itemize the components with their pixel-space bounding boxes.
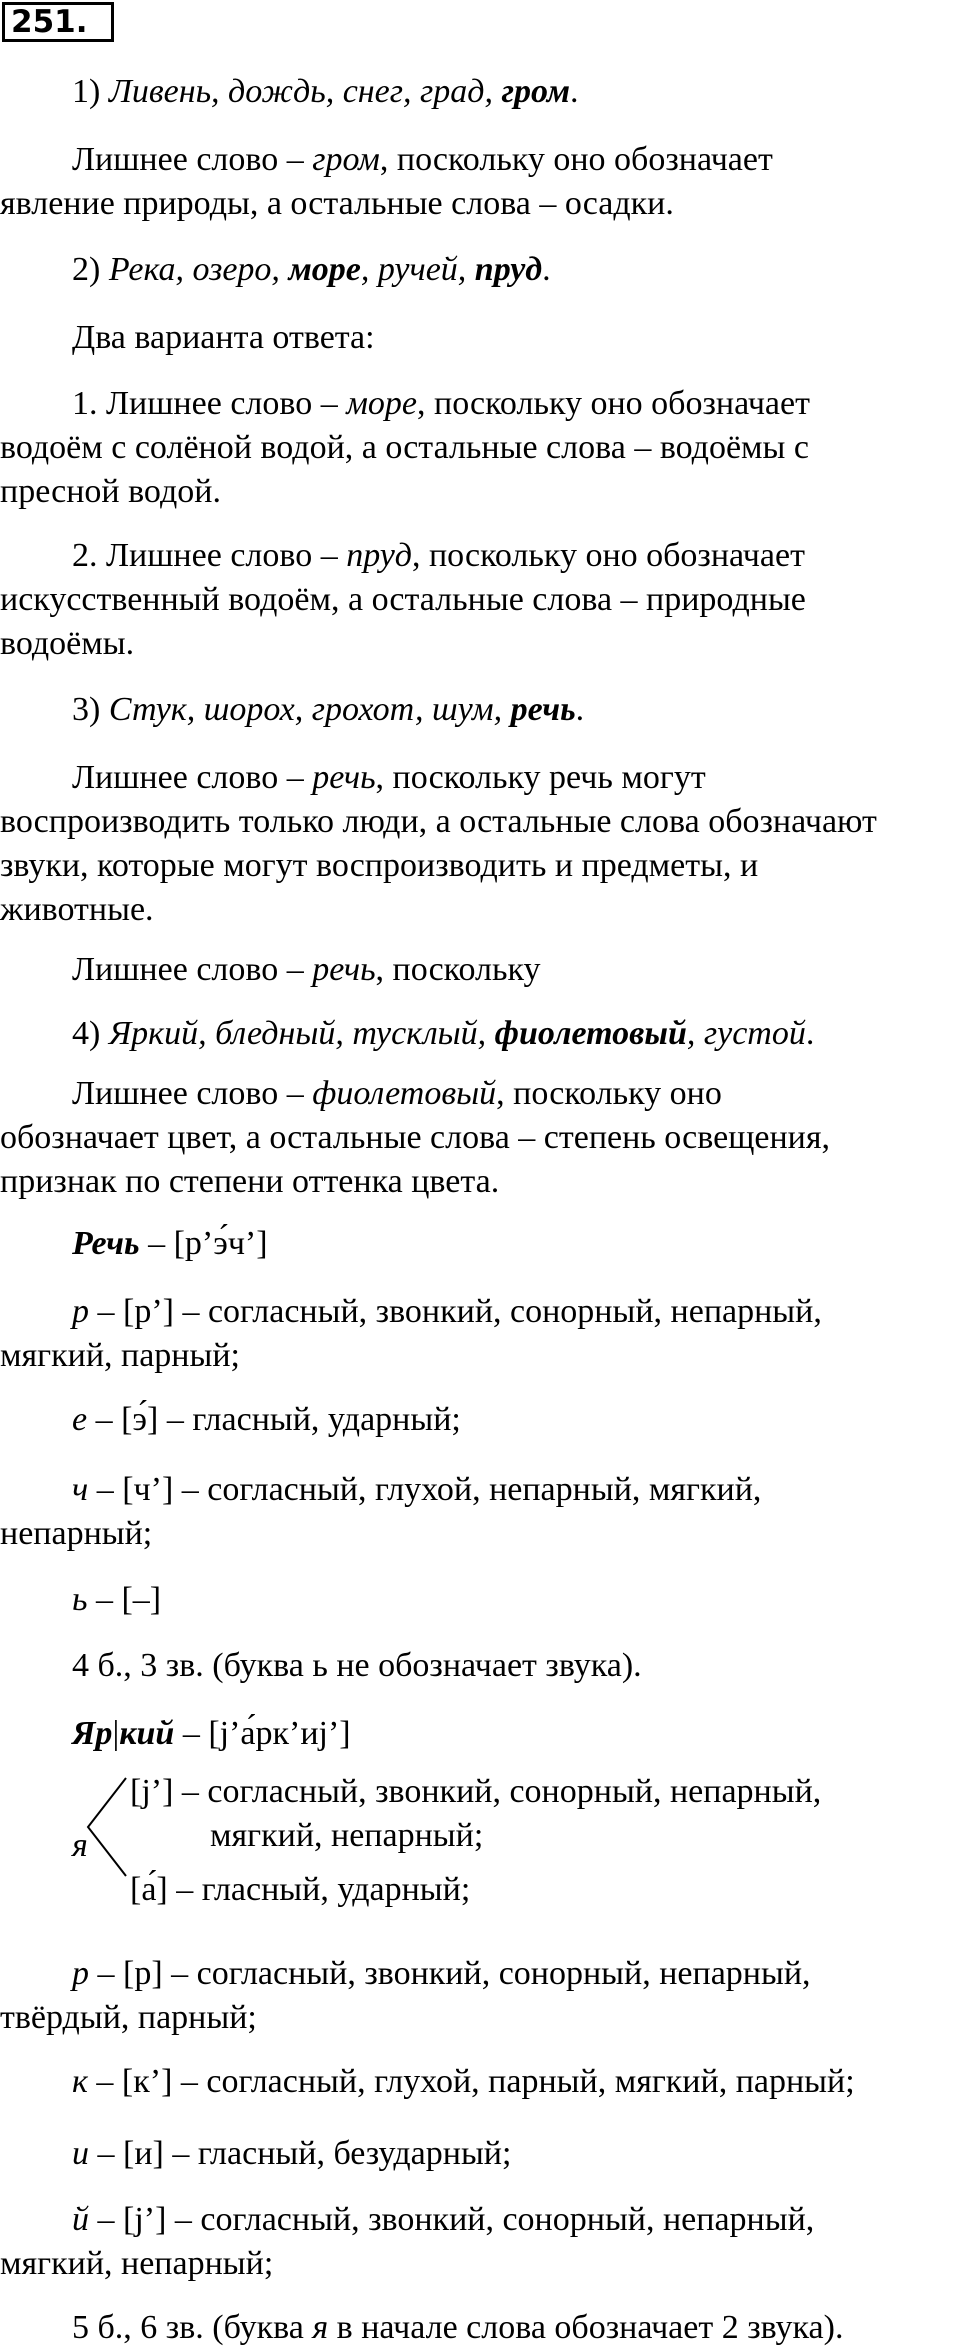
q2-variant2-line1: 2. Лишнее слово – пруд, поскольку оно обозначает bbox=[72, 537, 805, 574]
rech-heading: Речь – [р’э́ч’] bbox=[72, 1225, 268, 1262]
q2-variant1-line2: водоём с солёной водой, а остальные слова – водоёмы с bbox=[0, 429, 809, 466]
q3-answer-line1: Лишнее слово – речь, поскольку речь могут bbox=[72, 759, 706, 796]
ya-letter: я bbox=[72, 1827, 88, 1864]
q4-answer-line1: Лишнее слово – фиолетовый, поскольку оно bbox=[72, 1075, 722, 1112]
exercise-number: 251. bbox=[2, 2, 114, 42]
ya-j-line2: мягкий, непарный; bbox=[210, 1817, 484, 1854]
yarkiy-heading: Яр|кий – [j’а́рк’иj’] bbox=[72, 1715, 351, 1752]
yarkiy-r-line1: р – [р] – согласный, звонкий, сонорный, непарный, bbox=[72, 1955, 811, 1992]
q3-answer-line3: звуки, которые могут воспроизводить и предметы, и bbox=[0, 847, 759, 884]
yarkiy-y-line2: мягкий, непарный; bbox=[0, 2245, 274, 2282]
q2-words: 2) Река, озеро, море, ручей, пруд. bbox=[72, 251, 551, 288]
q2-variant1-line3: пресной водой. bbox=[0, 473, 221, 510]
q4-answer-line2: обозначает цвет, а остальные слова – степень освещения, bbox=[0, 1119, 830, 1156]
q4-answer-line3: признак по степени оттенка цвета. bbox=[0, 1163, 500, 1200]
q4-words: 4) Яркий, бледный, тусклый, фиолетовый, густой. bbox=[72, 1015, 815, 1052]
rech-summary: 4 б., 3 зв. (буква ь не обозначает звука). bbox=[72, 1647, 642, 1684]
yarkiy-y-line1: й – [j’] – согласный, звонкий, сонорный, непарный, bbox=[72, 2201, 815, 2238]
yarkiy-summary: 5 б., 6 зв. (буква я в начале слова обозначает 2 звука). bbox=[72, 2309, 844, 2346]
rech-e-line: е – [э́] – гласный, ударный; bbox=[72, 1401, 461, 1438]
q1-answer-line1: Лишнее слово – гром, поскольку оно обозначает bbox=[72, 141, 773, 178]
rech-ch-line2: непарный; bbox=[0, 1515, 153, 1552]
rech-soft-sign-line: ь – [–] bbox=[72, 1581, 162, 1618]
branch-bracket-icon bbox=[82, 1772, 132, 1882]
q1-answer-line2: явление природы, а остальные слова – осадки. bbox=[0, 185, 674, 222]
q2-variant2-line2: искусственный водоём, а остальные слова – природные bbox=[0, 581, 806, 618]
q1-words: 1) Ливень, дождь, снег, град, гром. bbox=[72, 73, 579, 110]
ya-j-line1: [j’] – согласный, звонкий, сонорный, непарный, bbox=[130, 1773, 822, 1810]
q2-variant1-line1: 1. Лишнее слово – море, поскольку оно обозначает bbox=[72, 385, 810, 422]
rech-ch-line1: ч – [ч’] – согласный, глухой, непарный, мягкий, bbox=[72, 1471, 762, 1508]
q2-variant2-line3: водоёмы. bbox=[0, 625, 135, 662]
q3-words: 3) Стук, шорох, грохот, шум, речь. bbox=[72, 691, 585, 728]
yarkiy-r-line2: твёрдый, парный; bbox=[0, 1999, 257, 2036]
yarkiy-k-line: к – [к’] – согласный, глухой, парный, мягкий, парный; bbox=[72, 2063, 855, 2100]
q3-answer-fragment: Лишнее слово – речь, поскольку bbox=[72, 951, 541, 988]
q2-variants: Два варианта ответа: bbox=[72, 319, 375, 356]
q3-answer-line4: животные. bbox=[0, 891, 154, 928]
rech-r-line2: мягкий, парный; bbox=[0, 1337, 240, 1374]
q3-answer-line2: воспроизводить только люди, а остальные слова обозначают bbox=[0, 803, 877, 840]
yarkiy-i-line: и – [и] – гласный, безударный; bbox=[72, 2135, 512, 2172]
ya-a-line: [а́] – гласный, ударный; bbox=[130, 1871, 471, 1908]
rech-r-line1: р – [р’] – согласный, звонкий, сонорный, непарный, bbox=[72, 1293, 822, 1330]
